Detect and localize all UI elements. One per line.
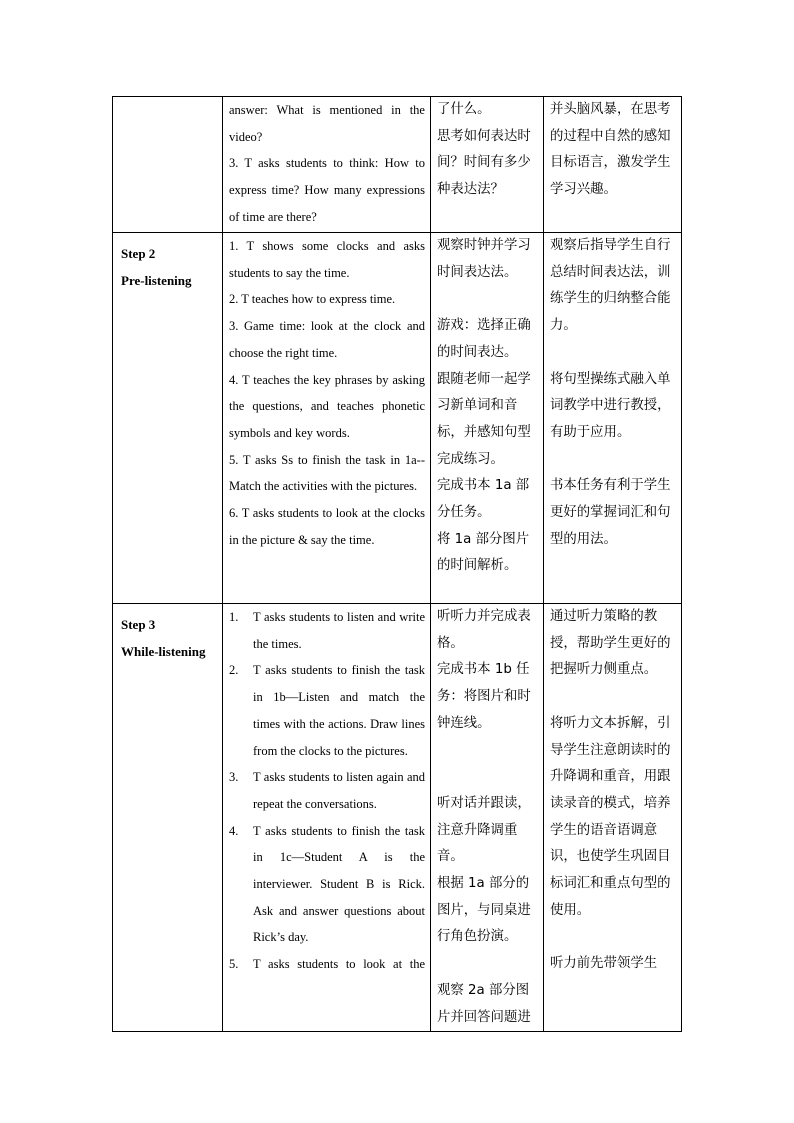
student-activity-text: 将 1a 部分图片的时间解析。 (437, 531, 530, 574)
list-number: 4. (229, 823, 239, 838)
table-row (113, 233, 682, 604)
teacher-activity-cell (223, 604, 431, 1032)
teacher-activity-text: 3. T asks students to think: How to express time? How many expressions of time are there? (229, 156, 425, 224)
design-purpose-text: 将听力文本拆解，引导学生注意朗读时的升降调和重音，用跟读录音的模式，培养学生的语音语调意识，也使学生巩固目标词汇和重点句型的使用。 (550, 715, 671, 918)
design-purpose-text: 书本任务有利于学生更好的掌握词汇和句型的用法。 (550, 478, 671, 547)
student-activity-text: 听听力并完成表格。 (437, 609, 531, 651)
student-activity-text: 了什么。 (437, 102, 491, 117)
list-number: 5. (229, 957, 239, 972)
list-item (229, 604, 425, 657)
list-item (229, 818, 425, 952)
teacher-activity-text: T asks students to listen and write the times. (253, 610, 425, 651)
list-item (229, 951, 425, 978)
student-activity-text: 完成书本 1b 任务：将图片和时钟连线。 (437, 662, 531, 731)
student-activity-text: 观察时钟并学习时间表达法。 (437, 238, 531, 280)
teacher-activity-text: T asks students to look at the (253, 957, 425, 972)
teacher-activity-text: 2. T teaches how to express time. (229, 292, 396, 307)
teacher-activity-text: 1. T shows some clocks and asks students to say the time. (229, 239, 425, 280)
list-item (229, 764, 425, 817)
teacher-activity-text: 3. Game time: look at the clock and choose the right time. (229, 319, 425, 360)
teacher-activity-text: T asks students to finish the task in 1c—Student A is the interviewer. Student B is Rick. Ask and answer questions about Rick’s day. (253, 823, 425, 945)
stage-label: While-listening (121, 644, 206, 659)
step-label: Step 2 (121, 246, 156, 261)
design-purpose-cell (544, 97, 682, 233)
student-activity-text: 完成书本 1a 部分任务。 (437, 478, 530, 521)
list-number: 2. (229, 663, 239, 678)
table-row (113, 604, 682, 1032)
design-purpose-text: 听力前先带领学生 (550, 956, 658, 972)
student-activity-text: 跟随老师一起学习新单词和音标，并感知句型完成练习。 (437, 371, 531, 467)
teacher-activity-text: T asks students to listen again and repeat the conversations. (253, 770, 425, 811)
step-cell (113, 97, 223, 233)
student-activity-text: 思考如何表达时间？时间有多少种表达法？ (437, 128, 531, 198)
list-item (229, 657, 425, 764)
teacher-activity-text: 4. T teaches the key phrases by asking the questions, and teaches phonetic symbols and key words. (229, 372, 425, 440)
design-purpose-text: 通过听力策略的教授，帮助学生更好的把握听力侧重点。 (550, 609, 671, 678)
teacher-activity-text: 6. T asks students to look at the clocks in the picture & say the time. (229, 506, 425, 547)
step-label: Step 3 (121, 617, 156, 632)
teacher-activity-cell (223, 233, 431, 604)
student-activity-text: 观察 2a 部分图片并回答问题进 (437, 982, 531, 1025)
stage-label: Pre-listening (121, 273, 192, 288)
step-cell (113, 233, 223, 604)
list-number: 3. (229, 770, 239, 785)
design-purpose-cell (544, 604, 682, 1032)
step-cell (113, 604, 223, 1032)
design-purpose-text: 观察后指导学生自行总结时间表达法，训练学生的归纳整合能力。 (550, 238, 671, 334)
student-activity-cell (431, 604, 544, 1032)
student-activity-text: 根据 1a 部分的图片，与同桌进行角色扮演。 (437, 876, 531, 945)
student-activity-cell (431, 233, 544, 604)
student-activity-text: 游戏：选择正确的时间表达。 (437, 318, 531, 360)
student-activity-cell (431, 97, 544, 233)
design-purpose-cell (544, 233, 682, 604)
design-purpose-text: 将句型操练式融入单词教学中进行教授，有助于应用。 (550, 371, 671, 440)
design-purpose-text: 并头脑风暴，在思考的过程中自然的感知目标语言，激发学生学习兴趣。 (550, 102, 671, 198)
student-activity-text: 听对话并跟读，注意升降调重音。 (437, 795, 531, 865)
list-number: 1. (229, 610, 239, 624)
lesson-plan-table (112, 96, 682, 1032)
teacher-activity-text: T asks students to finish the task in 1b—Listen and match the times with the actions. Draw lines from the clocks to the pictures. (253, 663, 425, 758)
teacher-activity-cell (223, 97, 431, 233)
table-row (113, 97, 682, 233)
teacher-activity-text: answer: What is mentioned in the video? (229, 103, 425, 144)
teacher-activity-text: 5. T asks Ss to finish the task in 1a-- Match the activities with the pictures. (229, 452, 425, 494)
